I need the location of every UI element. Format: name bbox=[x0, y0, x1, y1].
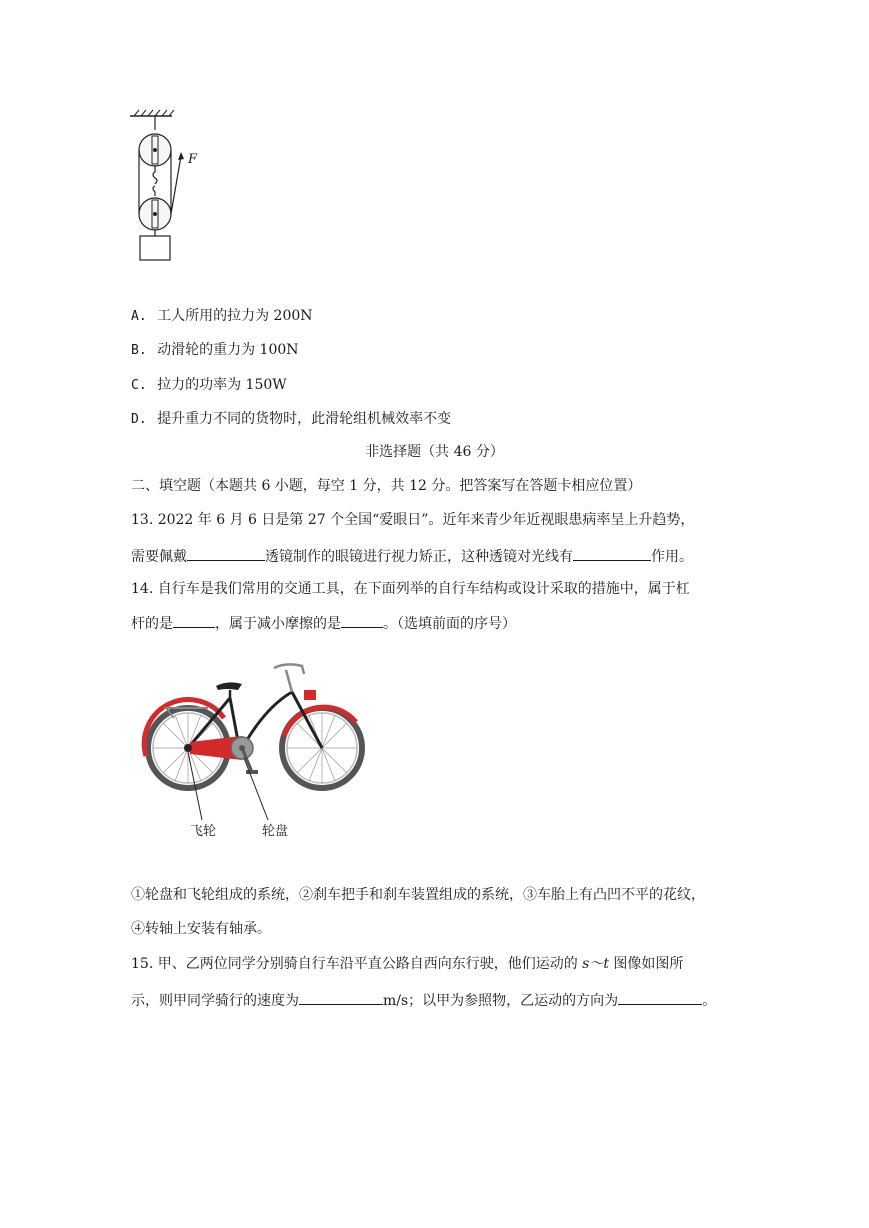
answer-blank[interactable] bbox=[573, 546, 651, 561]
option-d bbox=[131, 410, 451, 429]
flywheel-label: 飞轮 bbox=[190, 824, 217, 839]
answer-blank[interactable] bbox=[618, 990, 702, 1005]
q14-line2 bbox=[131, 613, 516, 633]
option-b bbox=[131, 341, 299, 360]
part2-heading: 二、填空题（本题共 6 小题，每空 1 分，共 12 分。把答案写在答题卡相应位置） bbox=[131, 478, 642, 494]
answer-blank[interactable] bbox=[341, 613, 383, 628]
force-label: F bbox=[188, 152, 198, 167]
option-text: 提升重力不同的货物时，此滑轮组机械效率不变 bbox=[157, 411, 452, 427]
bicycle-illustration bbox=[134, 648, 374, 844]
option-text: 拉力的功率为 150W bbox=[157, 377, 287, 393]
q15-text: 示，则甲同学骑行的速度为 bbox=[131, 993, 299, 1009]
option-a bbox=[131, 307, 313, 326]
q14-text: 杆的是 bbox=[131, 616, 173, 632]
q14-line1: 14. 自行车是我们常用的交通工具，在下面列举的自行车结构或设计采取的措施中，属于杠 bbox=[131, 581, 690, 597]
section-title: 非选择题（共 46 分） bbox=[365, 444, 504, 460]
option-text: 工人所用的拉力为 200N bbox=[157, 308, 313, 324]
q15-math: s～t bbox=[582, 956, 609, 972]
option-letter: B. bbox=[131, 343, 147, 358]
option-c bbox=[131, 376, 287, 395]
answer-blank[interactable] bbox=[173, 613, 215, 628]
answer-blank[interactable] bbox=[187, 546, 265, 561]
answer-blank[interactable] bbox=[299, 990, 383, 1005]
q15-text: 15. 甲、乙两位同学分别骑自行车沿平直公路自西向东行驶，他们运动的 bbox=[131, 956, 583, 972]
option-letter: C. bbox=[131, 378, 147, 393]
q15-text: m/s；以甲为参照物，乙运动的方向为 bbox=[383, 993, 619, 1009]
pulley-figure bbox=[126, 108, 206, 264]
q14-options-line1: ①轮盘和飞轮组成的系统，②刹车把手和刹车装置组成的系统，③车胎上有凸凹不平的花纹， bbox=[131, 887, 705, 903]
q14-text: ，属于减小摩擦的是 bbox=[215, 616, 341, 632]
q15-text: 。 bbox=[702, 993, 717, 1009]
bicycle-figure bbox=[134, 648, 374, 844]
q15-line1 bbox=[131, 955, 683, 973]
q13-line1: 13. 2022 年 6 月 6 日是第 27 个全国“爱眼日”。近年来青少年近视眼患病率呈上升趋势， bbox=[131, 512, 695, 528]
pulley-diagram bbox=[126, 108, 206, 264]
q13-text: 作用。 bbox=[651, 549, 693, 565]
option-letter: A. bbox=[131, 309, 147, 324]
q15-text: 图像如图所 bbox=[608, 956, 684, 972]
q13-line2 bbox=[131, 546, 693, 566]
q14-text: 。（选填前面的序号） bbox=[383, 616, 516, 632]
option-letter: D. bbox=[131, 412, 147, 427]
option-text: 动滑轮的重力为 100N bbox=[157, 342, 299, 358]
q15-line2 bbox=[131, 990, 716, 1010]
q13-text: 透镜制作的眼镜进行视力矫正，这种透镜对光线有 bbox=[265, 549, 573, 565]
chainring-label: 轮盘 bbox=[262, 824, 289, 839]
q13-text: 需要佩戴 bbox=[131, 549, 187, 565]
q14-options-line2: ④转轴上安装有轴承。 bbox=[131, 921, 271, 937]
